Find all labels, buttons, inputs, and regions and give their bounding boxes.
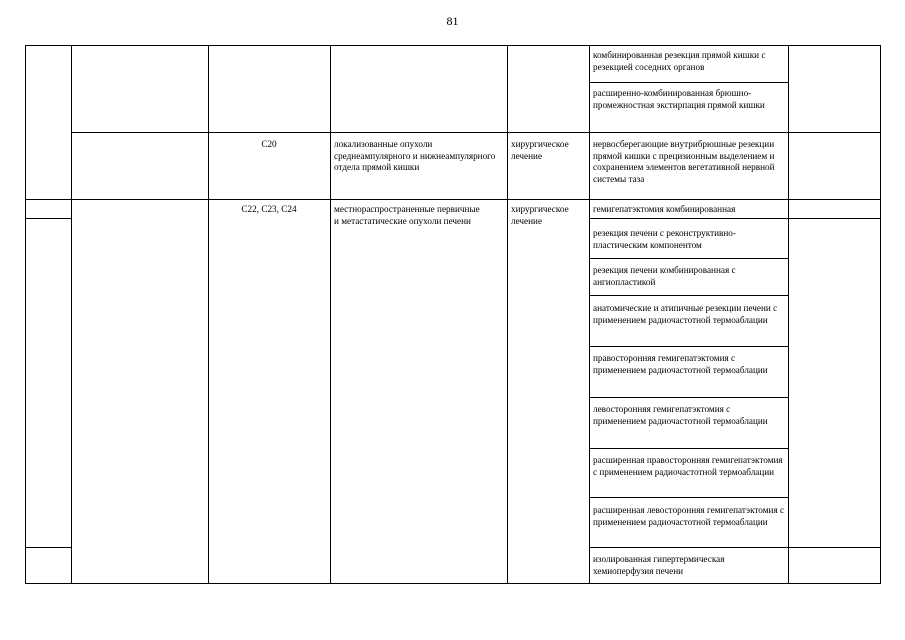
method-cell: анатомические и атипичные резекции печени с применением радиочастотной термоаблации: [593, 303, 778, 325]
column-divider-4: [507, 45, 508, 584]
method-separator: [589, 497, 789, 498]
method-cell: расширенная левосторонняя гемигепатэктомия с применением радиочастотной термоаблации: [593, 505, 785, 527]
method-separator: [589, 218, 789, 219]
method-cell: расширенно-комбинированная брюшно-промежностная экстирпация прямой кишки: [593, 88, 765, 110]
column-divider-5: [589, 45, 590, 584]
column-divider-2: [208, 45, 209, 584]
method-separator: [589, 295, 789, 296]
icd-code: C22, C23, C24: [241, 204, 297, 214]
method-separator: [589, 448, 789, 449]
method-cell: расширенная правосторонняя гемигепатэктомия с применением радиочастотной термоаблации: [593, 455, 783, 477]
column-divider-1: [71, 45, 72, 584]
page-number: 81: [446, 14, 459, 28]
method-cell: резекция печени комбинированная с ангиопластикой: [593, 265, 736, 287]
table-top-border: [25, 45, 881, 46]
diagnosis: локализованные опухоли среднеампулярного и нижнеампулярного отдела прямой кишки: [334, 139, 496, 173]
treatment-type: хирургическое лечение: [511, 204, 569, 226]
row-separator: [25, 199, 881, 200]
method-cell: изолированная гипертермическая хемиоперфузия печени: [593, 554, 725, 576]
column-divider-3: [330, 45, 331, 584]
treatment-type: хирургическое лечение: [511, 139, 569, 161]
method-separator: [589, 82, 789, 83]
method-cell: гемигепатэктомия комбинированная: [593, 204, 736, 214]
method-cell: нервосберегающие внутрибрюшные резекции прямой кишки с прецизионным выделением и сохранением элементов вегетативной нервной системы таза: [593, 139, 775, 184]
method-cell: левосторонняя гемигепатэктомия с применением радиочастотной термоаблации: [593, 404, 768, 426]
icd-code: C20: [261, 139, 277, 149]
method-separator: [589, 346, 789, 347]
row-separator: [25, 218, 71, 219]
method-cell: правосторонняя гемигепатэктомия с применением радиочастотной термоаблации: [593, 353, 768, 375]
method-separator: [589, 397, 789, 398]
method-separator: [589, 258, 789, 259]
row-separator: [789, 547, 881, 548]
table-right-border: [880, 45, 881, 584]
method-cell: резекция печени с реконструктивно-пластическим компонентом: [593, 228, 736, 250]
method-cell: комбинированная резекция прямой кишки с резекцией соседних органов: [593, 50, 766, 72]
row-separator: [25, 547, 71, 548]
diagnosis: местнораспространенные первичные и метастатические опухоли печени: [334, 204, 480, 226]
row-separator: [71, 132, 881, 133]
method-separator: [589, 547, 789, 548]
column-divider-6: [788, 45, 789, 584]
table-left-border: [25, 45, 26, 584]
row-separator: [789, 218, 881, 219]
table-bottom-border: [25, 583, 881, 584]
